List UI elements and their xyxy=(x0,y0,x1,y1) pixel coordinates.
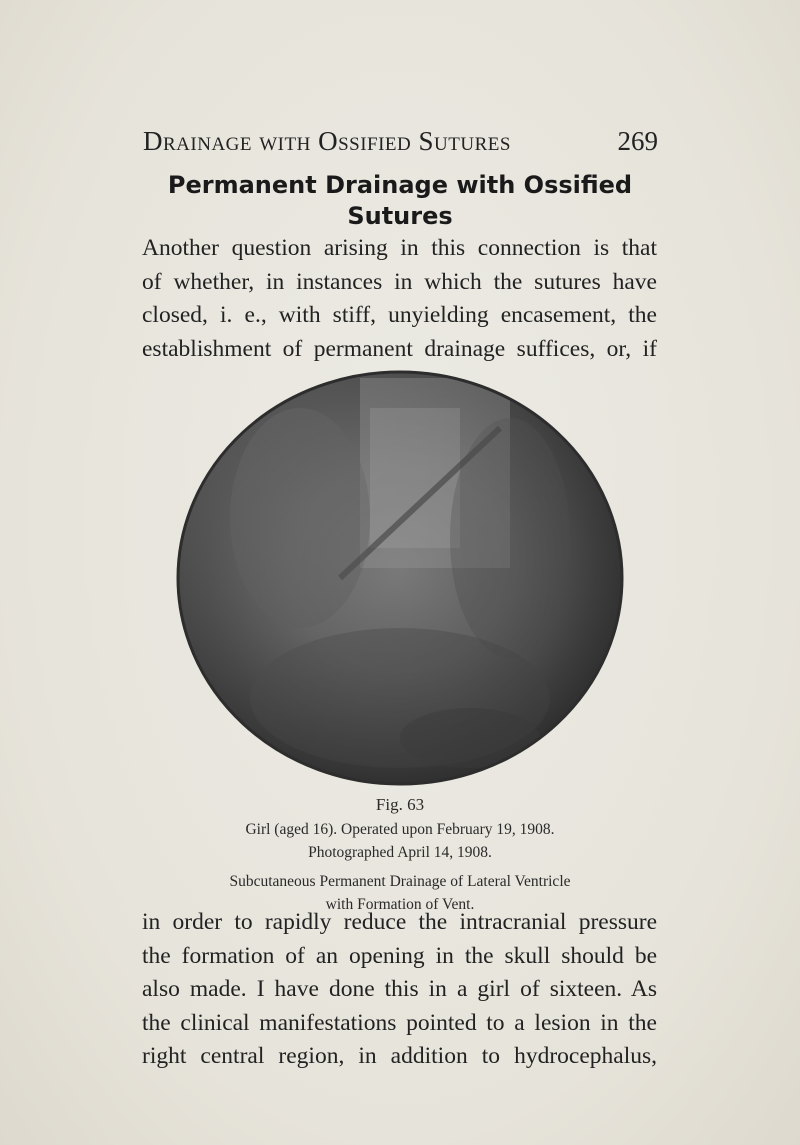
caption-line: Photographed April 14, 1908. xyxy=(308,844,492,861)
running-head xyxy=(143,126,658,166)
text-line: the clinical manifestations pointed to a lesion in the xyxy=(142,1009,657,1036)
text-line: closed, i. e., with stiff, unyielding encasement, the xyxy=(142,302,657,328)
section-title xyxy=(120,170,680,232)
running-head-title: Drainage with Ossified Sutures xyxy=(143,126,511,156)
text-line: also made. I have done this in a girl of sixteen. As xyxy=(142,976,657,1002)
figure-caption xyxy=(140,818,660,916)
caption-line: with Formation of Vent. xyxy=(325,896,475,913)
figure-label: Fig. 63 xyxy=(375,795,425,814)
text-line: right central region, in addition to hydrocephalus, xyxy=(142,1043,657,1069)
text-line: establishment of permanent drainage suffices, or, if xyxy=(142,335,657,362)
page-number: 269 xyxy=(617,126,658,156)
figure-photograph xyxy=(170,368,630,788)
circular-photograph-image xyxy=(170,368,630,788)
text-line: of whether, in instances in which the sutures have xyxy=(142,268,657,295)
body-paragraph-1 xyxy=(142,232,657,366)
caption-line: Subcutaneous Permanent Drainage of Lateral Ventricle xyxy=(229,873,571,890)
caption-line: Girl (aged 16). Operated upon February 19, 1908. xyxy=(245,821,555,838)
text-line: the formation of an opening in the skull should be xyxy=(142,942,657,969)
text-line: Another question arising in this connection is that xyxy=(142,235,657,261)
section-title-line: Sutures xyxy=(347,202,453,230)
text-line: in order to rapidly reduce the intracranial pressure xyxy=(142,909,657,935)
body-paragraph-2 xyxy=(142,906,657,1074)
section-title-line: Permanent Drainage with Ossified xyxy=(167,171,633,199)
